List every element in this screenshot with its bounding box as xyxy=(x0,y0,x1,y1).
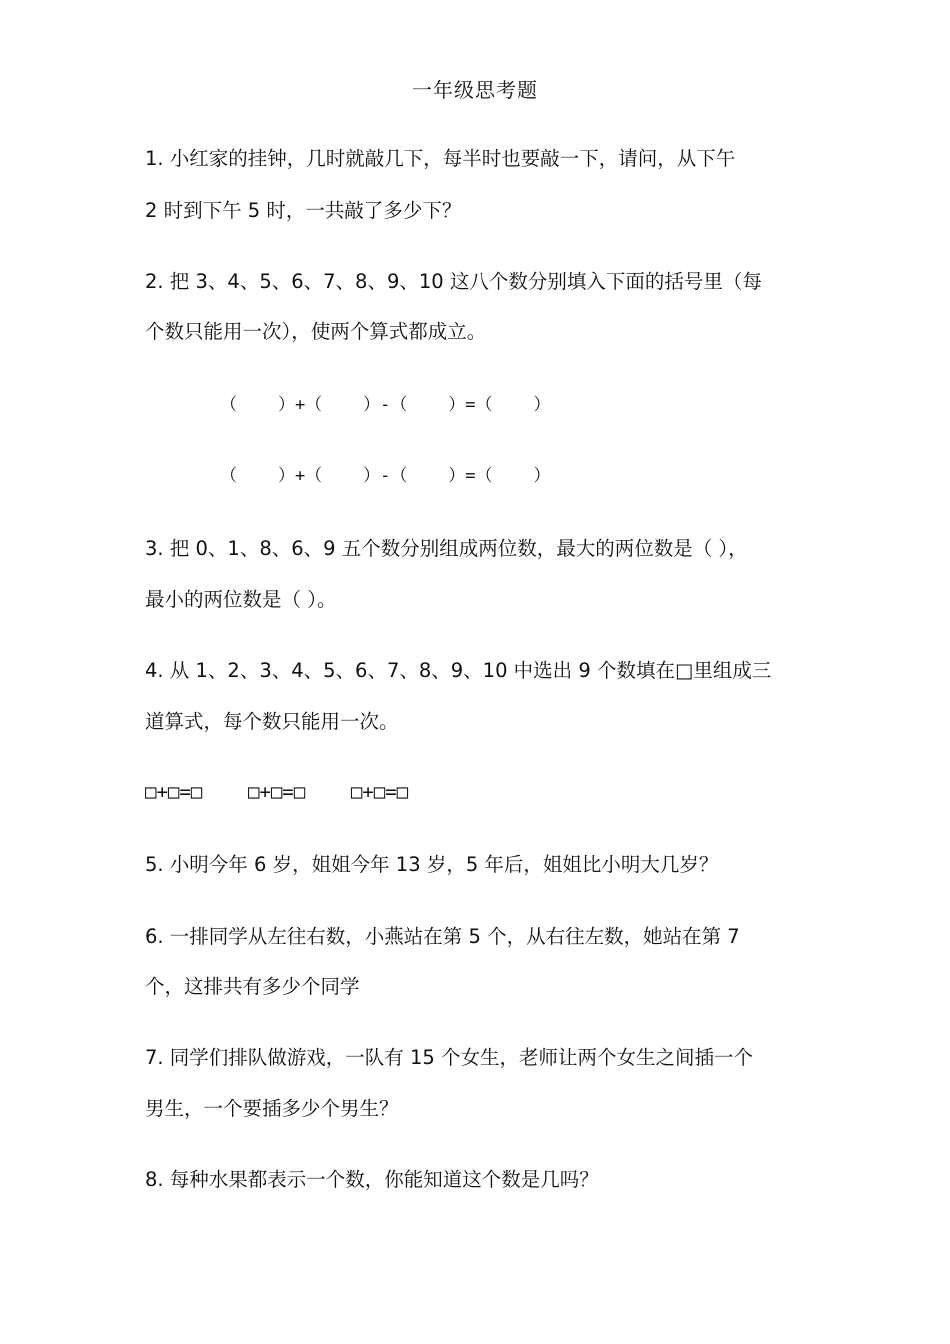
question-7-line-2: 男生，一个要插多少个男生？ xyxy=(145,1097,399,1120)
question-1-line-1: 1. 小红家的挂钟，几时就敲几下，每半时也要敲一下，请问，从下午 xyxy=(145,147,736,170)
page-title: 一年级思考题 xyxy=(412,78,538,102)
question-4-line-1: 4. 从 1、2、3、4、5、6、7、8、9、10 中选出 9 个数填在□里组成三 xyxy=(145,659,772,682)
question-5-line-1: 5. 小明今年 6 岁，姐姐今年 13 岁，5 年后，姐姐比小明大几岁？ xyxy=(145,853,719,876)
question-4-line-2: 道算式，每个数只能用一次。 xyxy=(145,710,399,733)
question-3-line-2: 最小的两位数是（ ）。 xyxy=(145,588,337,611)
question-2-line-2: 个数只能用一次），使两个算式都成立。 xyxy=(145,320,487,343)
question-3-line-1: 3. 把 0、1、8、6、9 五个数分别组成两位数，最大的两位数是（ ）， xyxy=(145,537,748,560)
question-7-line-1: 7. 同学们排队做游戏，一队有 15 个女生，老师让两个女生之间插一个 xyxy=(145,1046,754,1069)
question-8-line-1: 8. 每种水果都表示一个数，你能知道这个数是几吗？ xyxy=(145,1168,599,1191)
question-2-equation-1: （ ）+（ ）-（ ）=（ ） xyxy=(220,395,551,415)
question-4-box-equations: □+□=□ □+□=□ □+□=□ xyxy=(145,781,409,803)
question-2-equation-2: （ ）+（ ）-（ ）=（ ） xyxy=(220,466,551,486)
question-1-line-2: 2 时到下午 5 时，一共敲了多少下？ xyxy=(145,199,462,222)
question-2-line-1: 2. 把 3、4、5、6、7、8、9、10 这八个数分别填入下面的括号里（每 xyxy=(145,270,762,293)
question-6-line-1: 6. 一排同学从左往右数，小燕站在第 5 个，从右往左数，她站在第 7 xyxy=(145,925,740,948)
question-6-line-2: 个，这排共有多少个同学 xyxy=(145,975,360,998)
